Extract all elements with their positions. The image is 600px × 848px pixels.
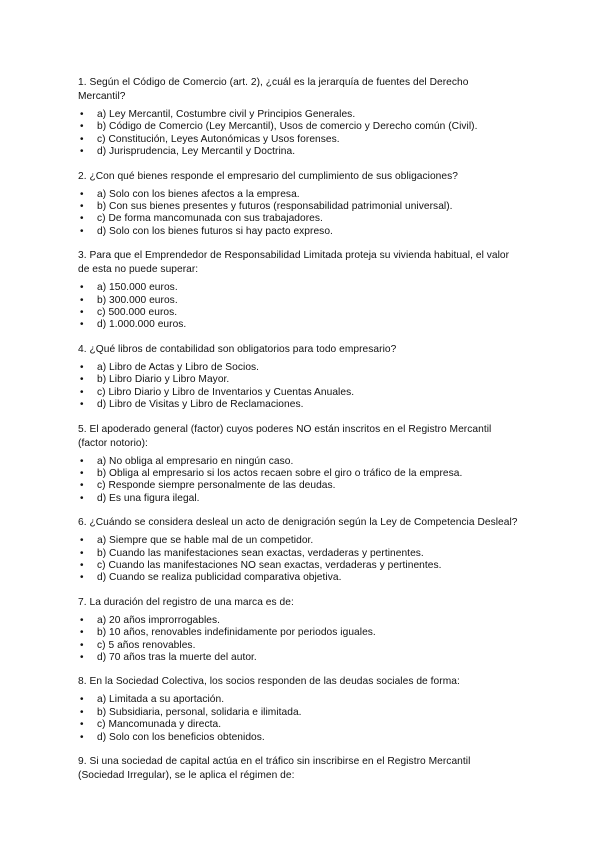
bullet-icon: • [80,535,84,547]
answer-option-text: d) Jurisprudencia, Ley Mercantil y Doctrina. [97,146,296,158]
bullet-icon: • [80,547,84,559]
answer-option [78,640,518,652]
answer-option-text: d) Libro de Visitas y Libro de Reclamaciones. [97,399,304,411]
bullet-icon: • [80,639,84,651]
question-4 [78,343,518,412]
bullet-icon: • [80,559,84,571]
question-text: 9. Si una sociedad de capital actúa en el tráfico sin inscribirse en el Registro Mercantil (Sociedad Irregular), se le aplica el régimen de: [78,756,471,781]
answer-options [78,109,518,159]
bullet-icon: • [80,467,84,479]
answer-option [78,226,518,238]
answer-option-text: b) Obliga al empresario si los actos recaen sobre el giro o tráfico de la empresa. [97,467,463,479]
question-text: 3. Para que el Emprendedor de Responsabilidad Limitada proteja su vivienda habitual, el valor de esta no puede superar: [78,250,510,276]
answer-option [78,399,518,411]
bullet-icon: • [80,307,84,319]
question-2 [78,170,518,239]
question-text: 8. En la Sociedad Colectiva, los socios responden de las deudas sociales de forma: [78,676,460,688]
bullet-icon: • [80,188,84,200]
answer-option-text: a) Limitada a su aportación. [97,694,225,706]
answer-option-text: c) Mancomunada y directa. [97,719,222,731]
answer-options [78,282,518,332]
answer-options [78,535,518,585]
answer-options [78,189,518,239]
answer-option [78,719,518,731]
answer-option [78,480,518,492]
answer-option-text: c) De forma mancomunada con sus trabajadores. [97,213,323,225]
bullet-icon: • [80,374,84,386]
answer-option-text: a) Solo con los bienes afectos a la empresa. [97,188,300,200]
answer-option-text: b) 10 años, renovables indefinidamente por periodos iguales. [97,627,376,639]
question-text: 7. La duración del registro de una marca es de: [78,596,294,608]
answer-option-text: c) 5 años renovables. [97,639,196,651]
answer-option [78,121,518,133]
answer-option [78,652,518,664]
bullet-icon: • [80,282,84,294]
bullet-icon: • [80,706,84,718]
bullet-icon: • [80,121,84,133]
answer-option-text: c) Constitución, Leyes Autonómicas y Usos forenses. [97,133,340,145]
answer-option [78,572,518,584]
answer-options [78,694,518,744]
answer-option [78,548,518,560]
answer-option-text: d) 70 años tras la muerte del autor. [97,651,257,663]
answer-option [78,282,518,294]
answer-option [78,295,518,307]
bullet-icon: • [80,361,84,373]
bullet-icon: • [80,399,84,411]
answer-option [78,560,518,572]
question-3 [78,249,518,332]
question-5 [78,423,518,506]
answer-option-text: b) 300.000 euros. [97,294,178,306]
answer-option-text: d) Solo con los beneficios obtenidos. [97,731,265,743]
question-text: 6. ¿Cuándo se considera desleal un acto de denigración según la Ley de Competencia Desleal? [78,517,518,529]
bullet-icon: • [80,572,84,584]
answer-option-text: c) Libro Diario y Libro de Inventarios y Cuentas Anuales. [97,386,355,398]
question-6 [78,516,518,585]
bullet-icon: • [80,480,84,492]
question-7 [78,596,518,665]
answer-option [78,189,518,201]
answer-option [78,362,518,374]
answer-option [78,387,518,399]
answer-option [78,694,518,706]
answer-option-text: d) Solo con los bienes futuros si hay pacto expreso. [97,225,333,237]
answer-option-text: d) 1.000.000 euros. [97,319,187,331]
bullet-icon: • [80,213,84,225]
bullet-icon: • [80,294,84,306]
answer-option-text: d) Es una figura ilegal. [97,492,200,504]
answer-option [78,374,518,386]
bullet-icon: • [80,651,84,663]
question-9 [78,755,518,783]
answer-options [78,456,518,506]
question-text: 4. ¿Qué libros de contabilidad son obligatorios para todo empresario? [78,343,397,355]
answer-option-text: a) 20 años improrrogables. [97,614,221,626]
bullet-icon: • [80,201,84,213]
answer-option [78,707,518,719]
bullet-icon: • [80,719,84,731]
answer-option-text: a) Libro de Actas y Libro de Socios. [97,361,260,373]
answer-option-text: a) Ley Mercantil, Costumbre civil y Principios Generales. [97,109,356,120]
answer-option-text: b) Subsidiaria, personal, solidaria e ilimitada. [97,706,302,718]
answer-option [78,535,518,547]
answer-option [78,109,518,121]
bullet-icon: • [80,492,84,504]
bullet-icon: • [80,731,84,743]
answer-option [78,627,518,639]
answer-options [78,615,518,665]
answer-option-text: a) No obliga al empresario en ningún caso. [97,455,294,467]
answer-option-text: a) 150.000 euros. [97,282,178,294]
question-8 [78,675,518,744]
answer-option [78,307,518,319]
answer-option [78,732,518,744]
bullet-icon: • [80,386,84,398]
question-text: 2. ¿Con qué bienes responde el empresario del cumplimiento de sus obligaciones? [78,170,458,182]
answer-option [78,468,518,480]
question-list [78,76,518,788]
answer-option-text: a) Siempre que se hable mal de un competidor. [97,535,314,547]
answer-option [78,319,518,331]
answer-option-text: c) Cuando las manifestaciones NO sean exactas, verdaderas y pertinentes. [97,559,442,571]
answer-option-text: b) Código de Comercio (Ley Mercantil), Usos de comercio y Derecho común (Civil). [97,121,478,133]
answer-option [78,146,518,158]
answer-option [78,134,518,146]
answer-option-text: c) Responde siempre personalmente de las deudas. [97,480,336,492]
answer-option [78,456,518,468]
answer-option-text: c) 500.000 euros. [97,307,178,319]
bullet-icon: • [80,109,84,120]
bullet-icon: • [80,694,84,706]
question-text: 1. Según el Código de Comercio (art. 2), ¿cuál es la jerarquía de fuentes del Derecho Mercantil? [78,77,469,102]
answer-option-text: b) Cuando las manifestaciones sean exactas, verdaderas y pertinentes. [97,547,424,559]
answer-option-text: b) Con sus bienes presentes y futuros (responsabilidad patrimonial universal). [97,201,453,213]
answer-option [78,213,518,225]
bullet-icon: • [80,319,84,331]
bullet-icon: • [80,225,84,237]
bullet-icon: • [80,627,84,639]
answer-option-text: d) Cuando se realiza publicidad comparativa objetiva. [97,572,342,584]
answer-option [78,615,518,627]
answer-options [78,362,518,412]
bullet-icon: • [80,455,84,467]
bullet-icon: • [80,133,84,145]
answer-option [78,201,518,213]
bullet-icon: • [80,614,84,626]
question-text: 5. El apoderado general (factor) cuyos poderes NO están inscritos en el Registro Mercantil (factor notorio): [78,423,492,449]
answer-option [78,493,518,505]
answer-option-text: b) Libro Diario y Libro Mayor. [97,374,230,386]
bullet-icon: • [80,146,84,158]
question-1 [78,76,518,159]
